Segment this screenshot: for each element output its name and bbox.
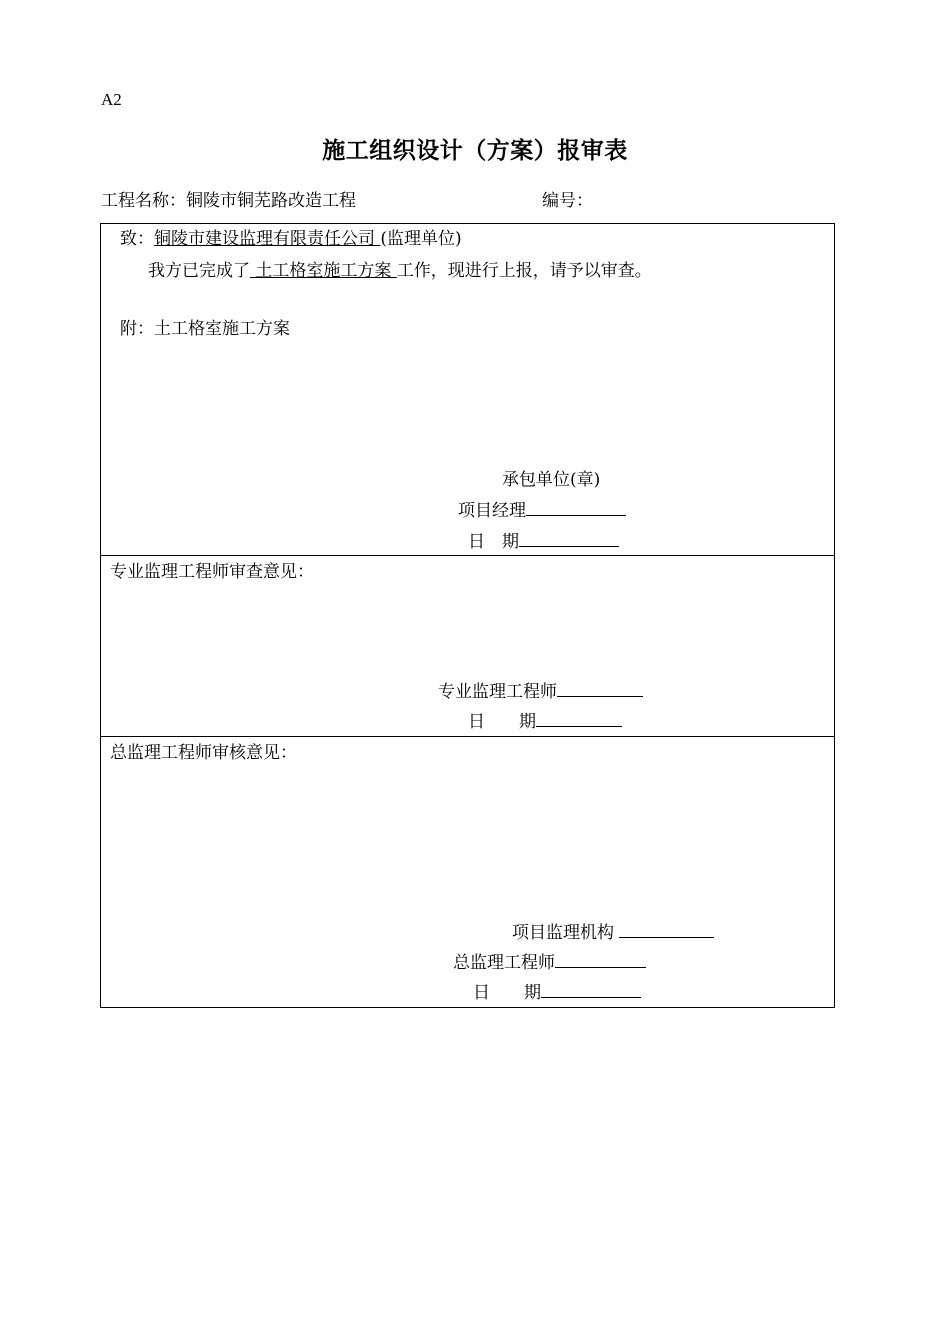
attachment-row bbox=[120, 314, 290, 339]
project-manager-row bbox=[458, 496, 626, 521]
statement-prefix: 我方已完成了 bbox=[148, 261, 250, 281]
chief-engineer-label: 总监理工程师 bbox=[453, 953, 555, 973]
project-name-row bbox=[101, 186, 356, 211]
number-label: 编号： bbox=[542, 191, 593, 211]
supervision-org-row bbox=[512, 918, 714, 943]
date-row-2 bbox=[468, 707, 622, 732]
to-label: 致： bbox=[120, 229, 154, 249]
attachment-name: 土工格室施工方案 bbox=[154, 319, 290, 339]
specialist-engineer-row bbox=[438, 677, 643, 702]
to-suffix: (监理单位) bbox=[380, 229, 462, 249]
supervision-unit: 铜陵市建设监理有限责任公司 bbox=[154, 229, 381, 249]
specialist-review-heading: 专业监理工程师审查意见： bbox=[110, 562, 314, 582]
date-line-2[interactable] bbox=[536, 712, 622, 727]
manager-signature-line[interactable] bbox=[526, 501, 626, 516]
chief-signature-line[interactable] bbox=[555, 953, 646, 968]
date-row-1 bbox=[468, 527, 619, 552]
org-signature-line[interactable] bbox=[619, 923, 714, 938]
chief-engineer-row bbox=[453, 948, 646, 973]
statement-suffix: 工作，现进行上报，请予以审查。 bbox=[396, 261, 652, 281]
page-title: 施工组织设计（方案）报审表 bbox=[322, 137, 628, 164]
date-label-1: 日 期 bbox=[468, 532, 519, 552]
date-row-3 bbox=[473, 978, 641, 1003]
date-line-3[interactable] bbox=[541, 983, 641, 998]
attach-label: 附： bbox=[120, 319, 154, 339]
submission-statement bbox=[148, 256, 652, 281]
work-name: 土工格室施工方案 bbox=[250, 261, 397, 281]
form-code: A2 bbox=[101, 90, 122, 109]
specialist-signature-line[interactable] bbox=[557, 682, 643, 697]
date-label-2: 日 期 bbox=[468, 712, 536, 732]
chief-review-heading: 总监理工程师审核意见： bbox=[110, 743, 297, 763]
recipient-row bbox=[120, 224, 462, 249]
date-line-1[interactable] bbox=[519, 532, 619, 547]
project-label: 工程名称： bbox=[101, 191, 186, 211]
manager-label: 项目经理 bbox=[458, 501, 526, 521]
contractor-seal-label: 承包单位(章) bbox=[502, 470, 601, 490]
project-name: 铜陵市铜芜路改造工程 bbox=[186, 191, 356, 211]
org-label: 项目监理机构 bbox=[512, 923, 620, 943]
date-label-3: 日 期 bbox=[473, 983, 541, 1003]
specialist-engineer-label: 专业监理工程师 bbox=[438, 682, 557, 702]
